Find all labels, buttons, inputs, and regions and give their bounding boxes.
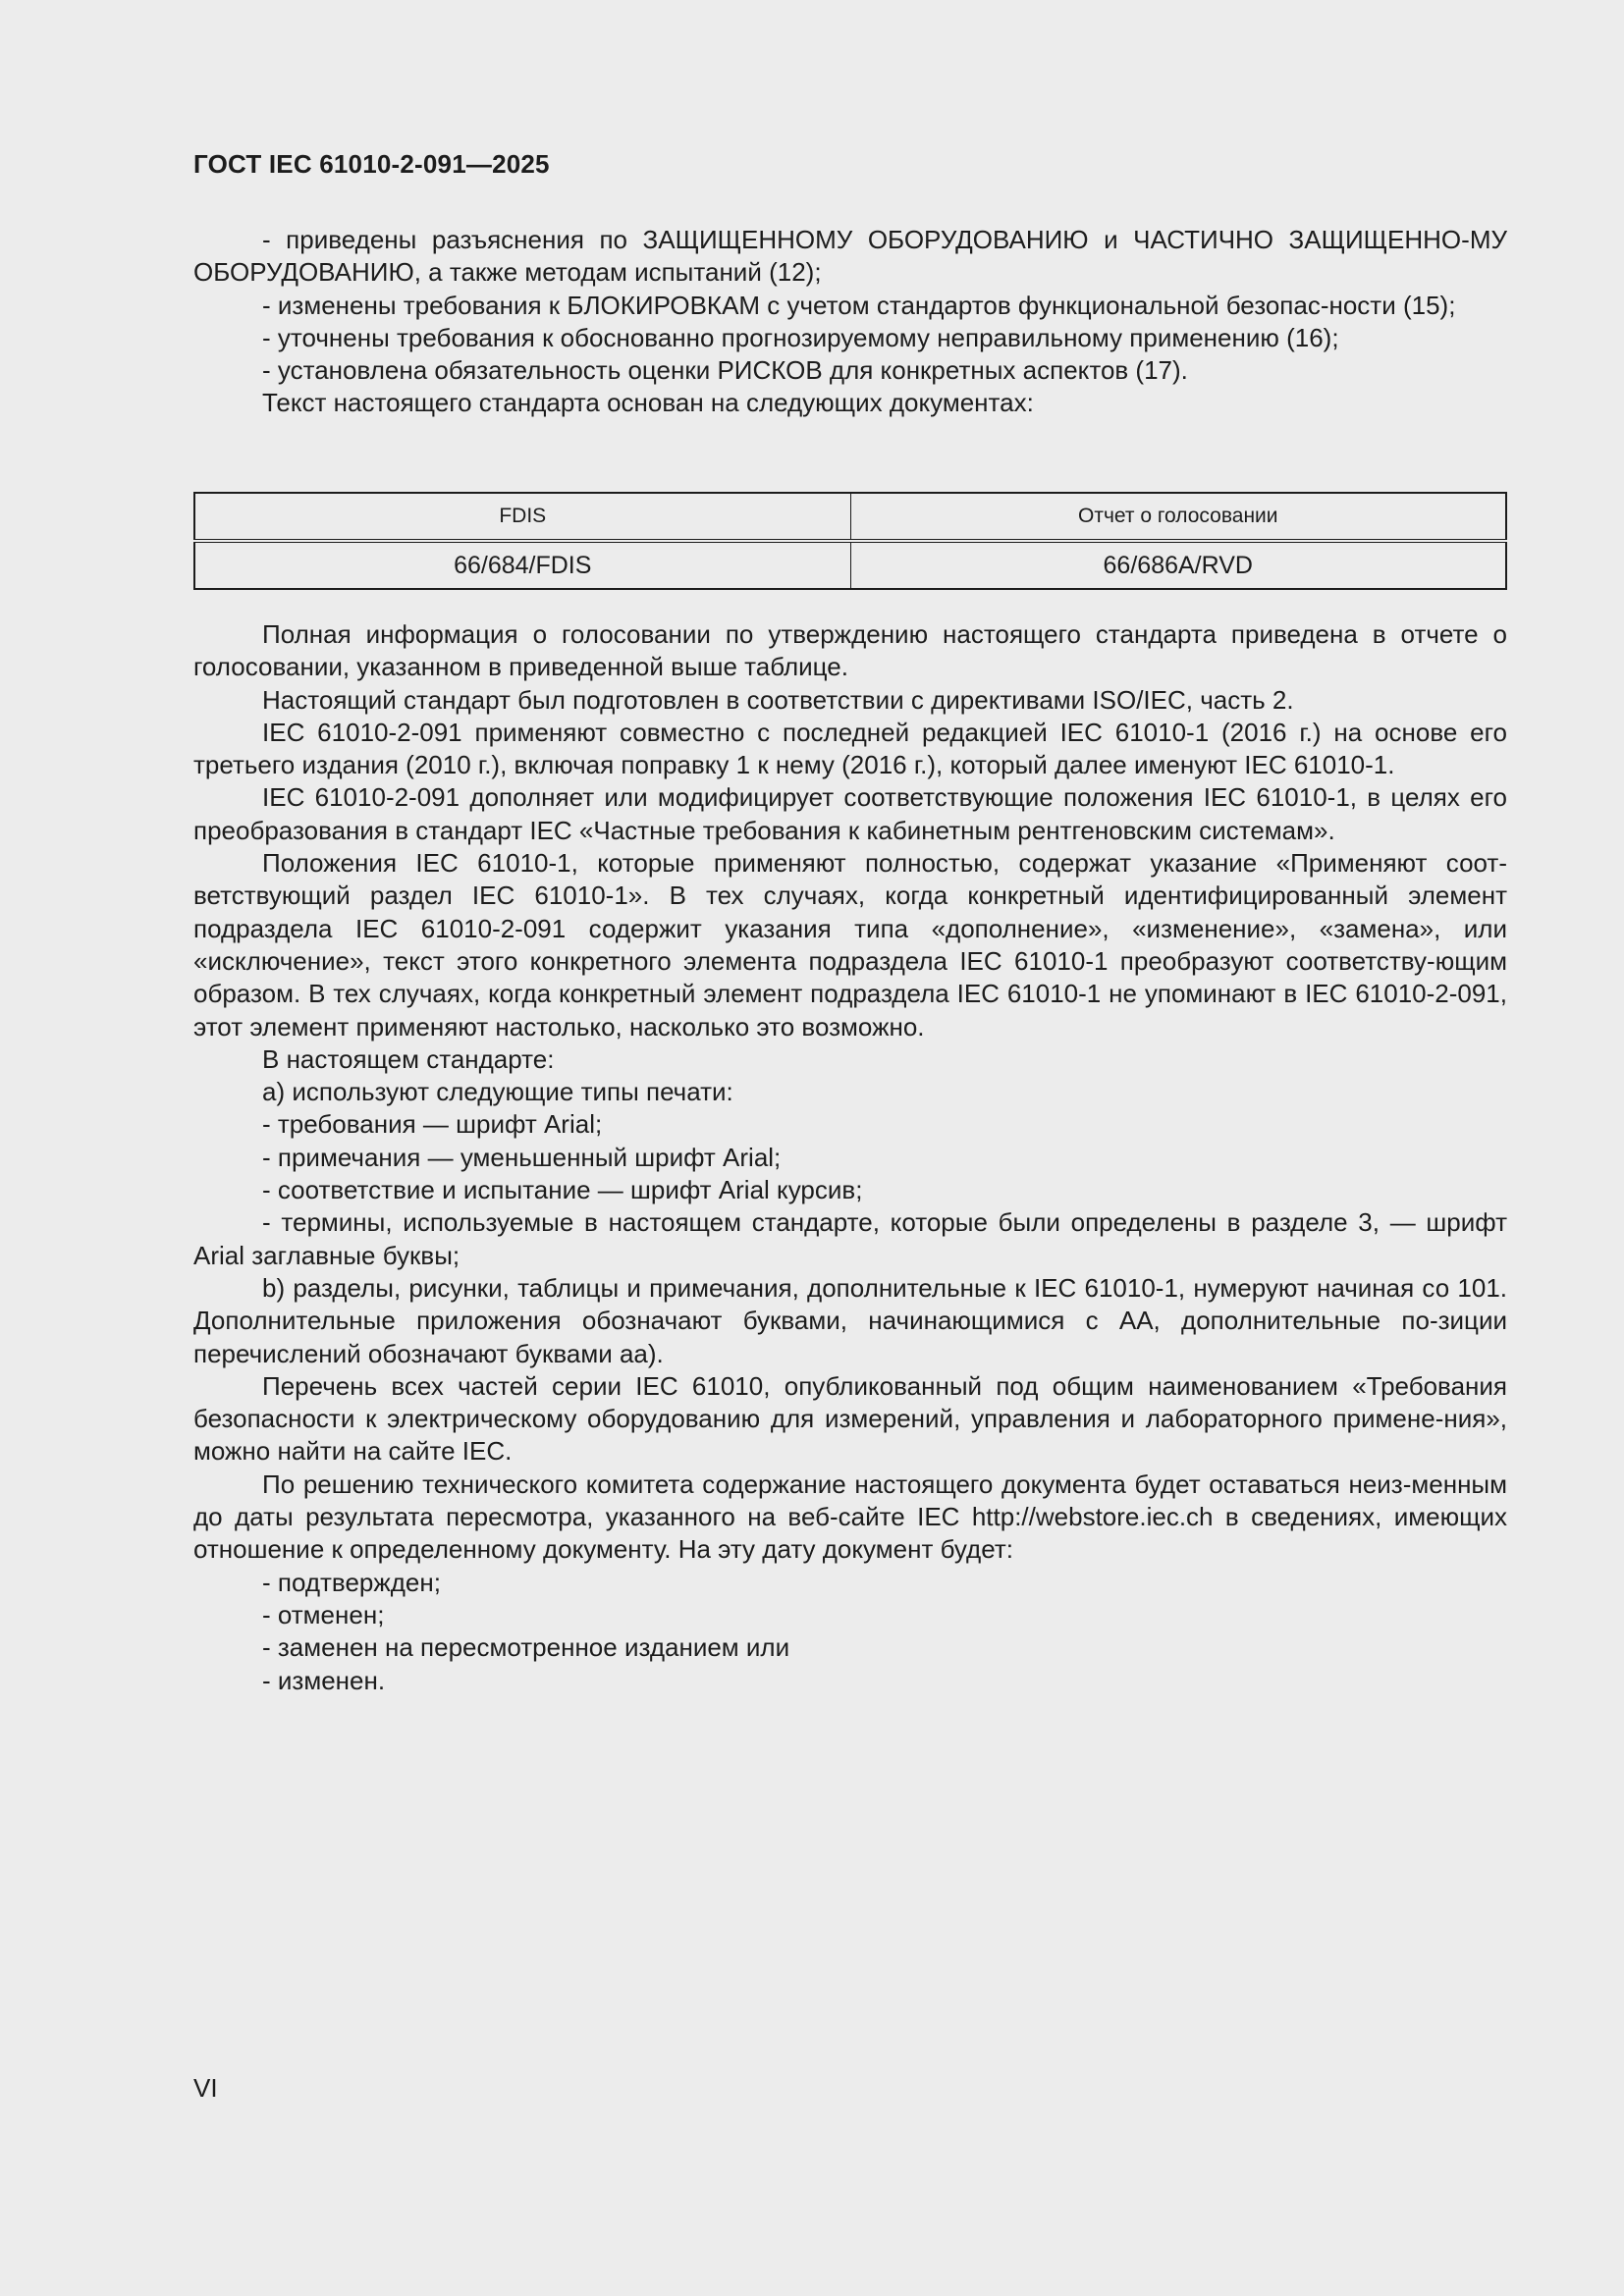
table-cell-fdis: 66/684/FDIS (194, 541, 850, 589)
paragraph-supplements: IEC 61010-2-091 дополняет или модифицирует соответствующие положения IEC 61010-1, в целях его преобразования в стандарт IEC «Частные требования к кабинетным рентгеновским системам». (193, 782, 1507, 845)
list-item-withdrawn: - отменен; (262, 1599, 385, 1629)
list-item-notes: - примечания — уменьшенный шрифт Arial; (262, 1142, 782, 1172)
page-number: VI (193, 2073, 218, 2103)
table-cell-rvd: 66/686A/RVD (850, 541, 1506, 589)
intro-item-misuse: - уточнены требования к обоснованно прогнозируемому неправильному применению (16); (262, 322, 1339, 352)
list-item-print-types: a) используют следующие типы печати: (262, 1077, 733, 1107)
table-header-row (194, 493, 1506, 541)
list-item-compliance: - соответствие и испытание — шрифт Arial курсив; (262, 1175, 863, 1205)
paragraph-series-list: Перечень всех частей серии IEC 61010, опубликованный под общим наименованием «Требования безопасности к электрическому оборудованию для измерений, управления и лабораторного примене-ния», можно найти на сайте IEC. (193, 1370, 1507, 1467)
intro-item-protected-equipment: - приведены разъяснения по ЗАЩИЩЕННОМУ ОБОРУДОВАНИЮ и ЧАСТИЧНО ЗАЩИЩЕННО-МУ ОБОРУДОВАНИЮ, а также методам испытаний (12); (193, 225, 1507, 288)
list-item-requirements: - требования — шрифт Arial; (262, 1109, 603, 1140)
documents-table (193, 492, 1507, 590)
paragraph-joint-use: IEC 61010-2-091 применяют совместно с последней редакцией IEC 61010-1 (2016 г.) на основе его третьего издания (2010 г.), включая поправку 1 к нему (2016 г.), который далее именуют IEC 61010-1. (193, 717, 1507, 780)
document-header: ГОСТ IEC 61010-2-091—2025 (193, 149, 550, 179)
paragraph-provisions: Положения IEC 61010-1, которые применяют полностью, содержат указание «Применяют соот-ветствующий раздел IEC 61010-1». В тех случаях, когда конкретный идентифицированный элемент подраздела IEC 61010-2-091 содержит указания типа «дополнение», «изменение», «замена», или «исключение», текст этого конкретного элемента подраздела IEC 61010-1 преобразуют соответству-ющим образом. В тех случаях, когда конкретный элемент подраздела IEC 61010-1 не упоминают в IEC 61010-2-091, этот элемент применяют настолько, насколько это возможно. (193, 848, 1507, 1041)
list-item-terms: - термины, используемые в настоящем стандарте, которые были определены в разделе 3, — шрифт Arial заглавные буквы; (193, 1207, 1507, 1270)
table-row (194, 541, 1506, 589)
intro-item-risk: - установлена обязательность оценки РИСКОВ для конкретных аспектов (17). (262, 355, 1188, 386)
intro-item-interlocks: - изменены требования к БЛОКИРОВКАМ с учетом стандартов функциональной безопас-ности (15); (262, 290, 1456, 320)
list-item-numbering: b) разделы, рисунки, таблицы и примечания, дополнительные к IEC 61010-1, нумеруют начиная со 101. Дополнительные приложения обозначают буквами, начинающимися с АА, дополнительные по-зиции перечислений обозначают буквами аа). (193, 1272, 1507, 1368)
body-text (193, 618, 1507, 1697)
paragraph-voting-info: Полная информация о голосовании по утверждению настоящего стандарта приведена в отчете о голосовании, указанном в приведенной выше таблице. (193, 619, 1507, 682)
table-header-voting-report: Отчет о голосовании (850, 493, 1506, 541)
list-item-replaced: - заменен на пересмотренное изданием или (262, 1632, 790, 1663)
paragraph-in-this-standard: В настоящем стандарте: (262, 1043, 555, 1074)
intro-basis-text: Текст настоящего стандарта основан на следующих документах: (262, 388, 1034, 418)
intro-list (193, 224, 1507, 420)
paragraph-committee-decision: По решению технического комитета содержание настоящего документа будет оставаться неиз-менным до даты результата пересмотра, указанного на веб-сайте IEC http://webstore.iec.ch в сведениях, имеющих отношение к определенному документу. На эту дату документ будет: (193, 1468, 1507, 1565)
paragraph-directives: Настоящий стандарт был подготовлен в соответствии с директивами ISO/IEC, часть 2. (262, 684, 1294, 715)
list-item-amended: - изменен. (262, 1665, 386, 1695)
table-header-fdis: FDIS (194, 493, 850, 541)
list-item-confirmed: - подтвержден; (262, 1567, 441, 1597)
